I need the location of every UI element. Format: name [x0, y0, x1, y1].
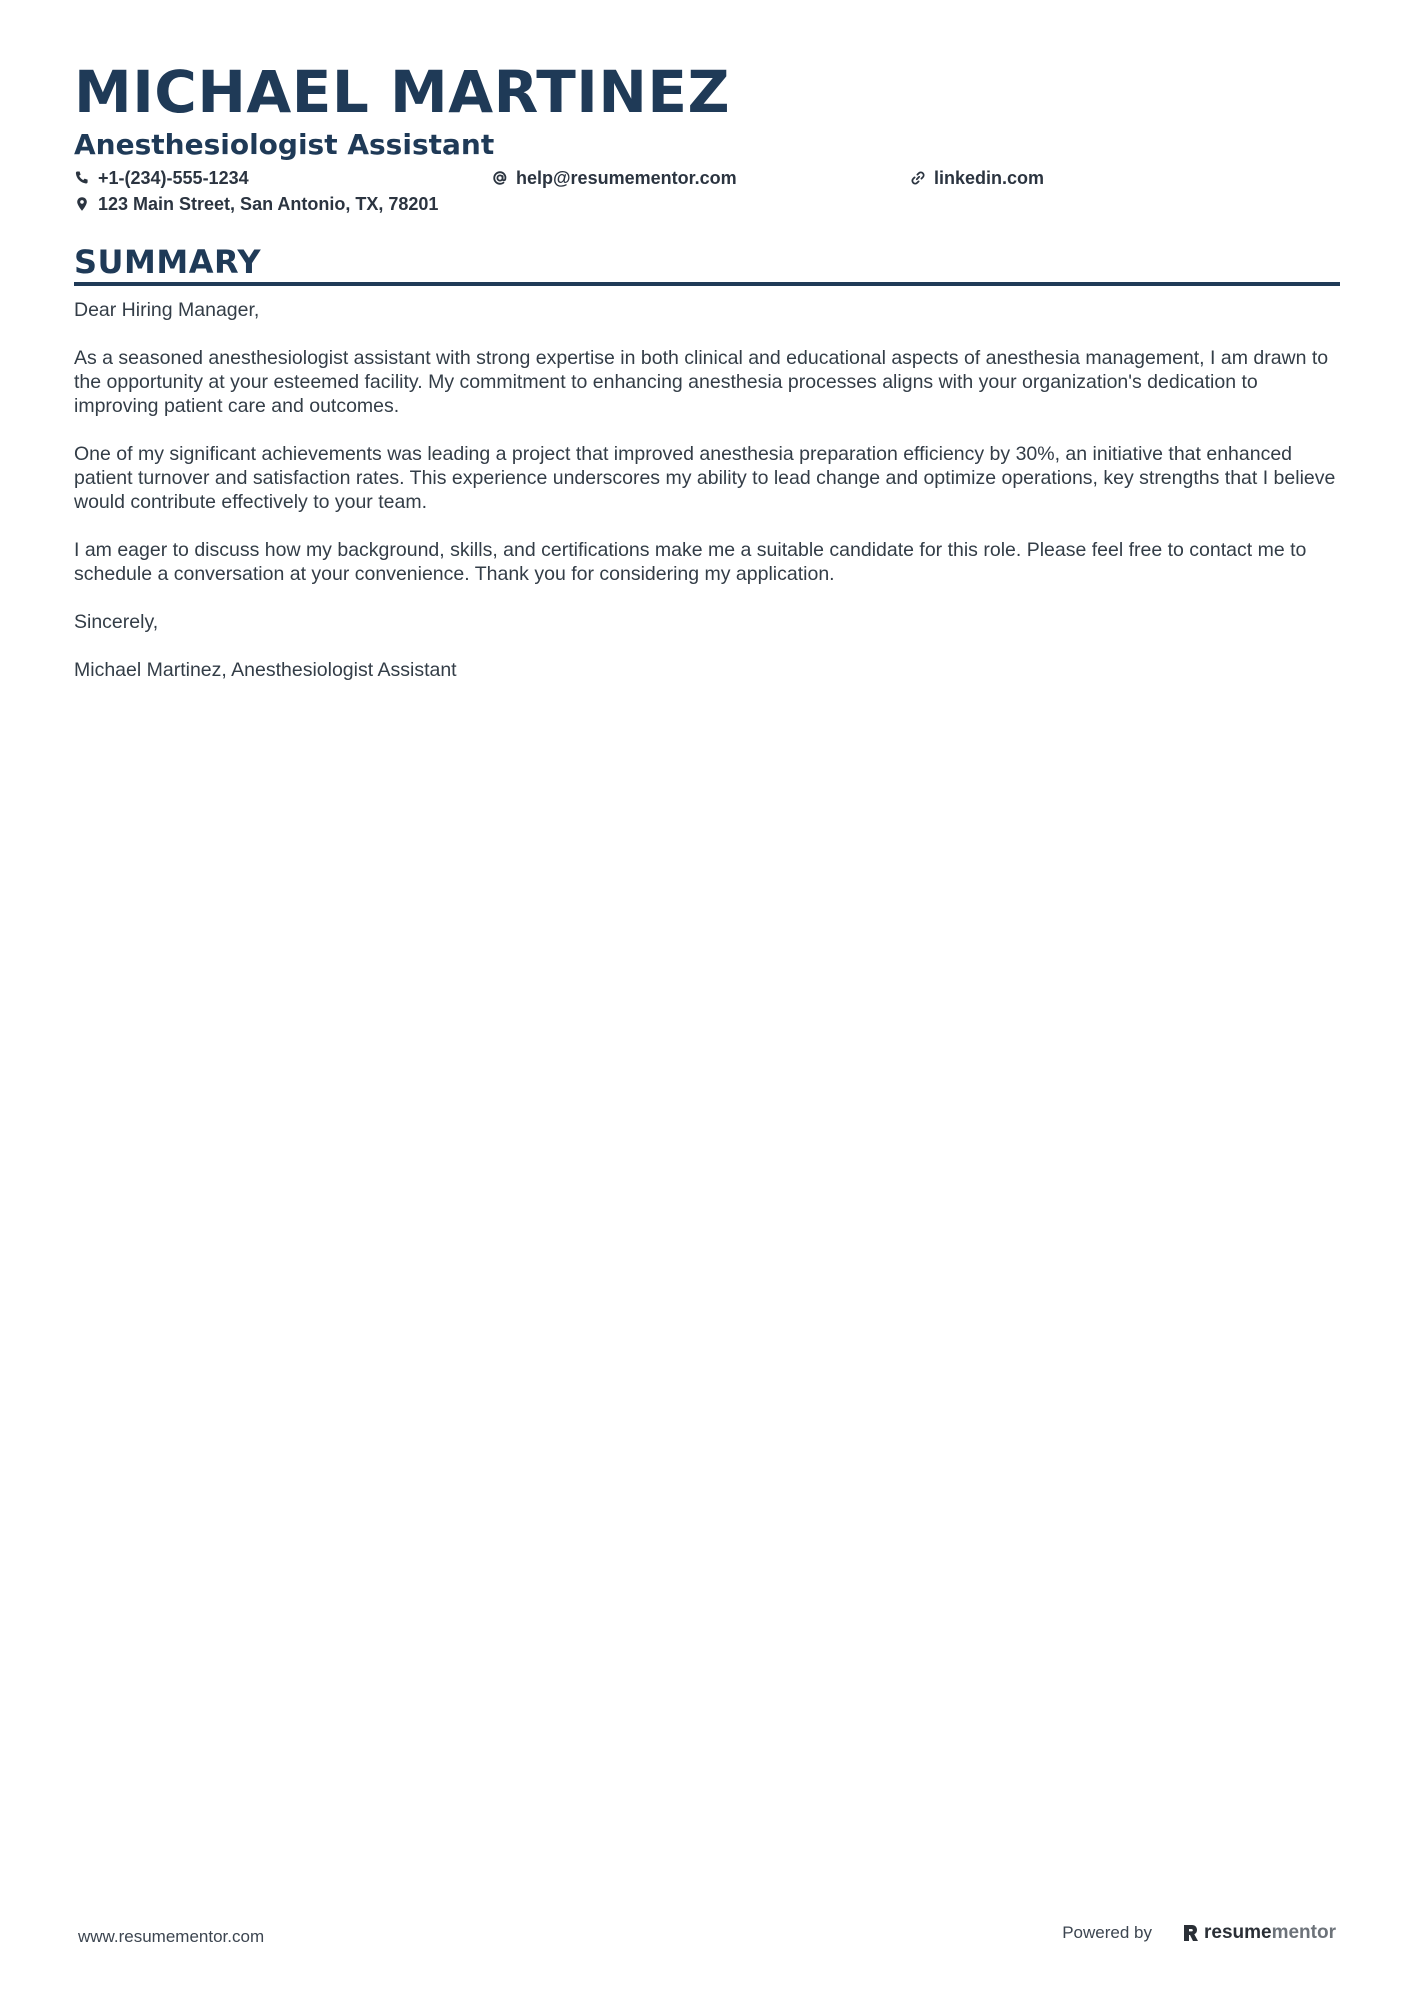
link-icon: [910, 170, 926, 186]
footer-website[interactable]: www.resumementor.com: [78, 1927, 265, 1946]
signature: Michael Martinez, Anesthesiologist Assistant: [74, 659, 457, 681]
greeting: Dear Hiring Manager,: [74, 299, 260, 321]
candidate-role: Anesthesiologist Assistant: [74, 128, 495, 161]
brand-name-part2: mentor: [1271, 1922, 1336, 1943]
phone-text[interactable]: +1-(234)-555-1234: [98, 167, 249, 188]
contact-phone: [74, 166, 249, 190]
contact-address: [74, 192, 438, 216]
closing: Sincerely,: [74, 611, 159, 633]
contact-email: [492, 166, 737, 190]
letter-body: [74, 298, 1340, 706]
section-title-summary: SUMMARY: [74, 243, 262, 281]
contact-list: [74, 166, 1340, 222]
brand-logo[interactable]: [1182, 1922, 1336, 1944]
at-icon: [492, 170, 508, 186]
resumementor-logo-icon: [1182, 1923, 1200, 1943]
paragraph: I am eager to discuss how my background, skills, and certifications make me a suitable candidate for this role. Please feel free to contact me to schedule a conversation at your convenience. Thank you for considering my application.: [74, 539, 1307, 585]
address-text: 123 Main Street, San Antonio, TX, 78201: [98, 193, 439, 214]
phone-icon: [74, 170, 90, 186]
section-divider: [74, 282, 1340, 286]
powered-by-label: Powered by: [1062, 1923, 1152, 1942]
linkedin-text[interactable]: linkedin.com: [934, 167, 1045, 188]
location-pin-icon: [74, 196, 90, 212]
candidate-name: MICHAEL MARTINEZ: [74, 58, 731, 126]
paragraph: As a seasoned anesthesiologist assistant with strong expertise in both clinical and educational aspects of anesthesia management, I am drawn to the opportunity at your esteemed facility. My commitment to enhancing anesthesia processes aligns with your organization's dedication to improving patient care and outcomes.: [74, 347, 1329, 417]
contact-linkedin: [910, 166, 1044, 190]
header: [74, 60, 1340, 222]
email-text[interactable]: help@resumementor.com: [516, 167, 737, 188]
paragraph: One of my significant achievements was leading a project that improved anesthesia preparation efficiency by 30%, an initiative that enhanced patient turnover and satisfaction rates. This experience underscores my ability to lead change and optimize operations, key strengths that I believe would contribute effectively to your team.: [74, 443, 1336, 513]
brand-name-part1: resume: [1203, 1922, 1272, 1943]
footer-branding: [1062, 1922, 1336, 1944]
